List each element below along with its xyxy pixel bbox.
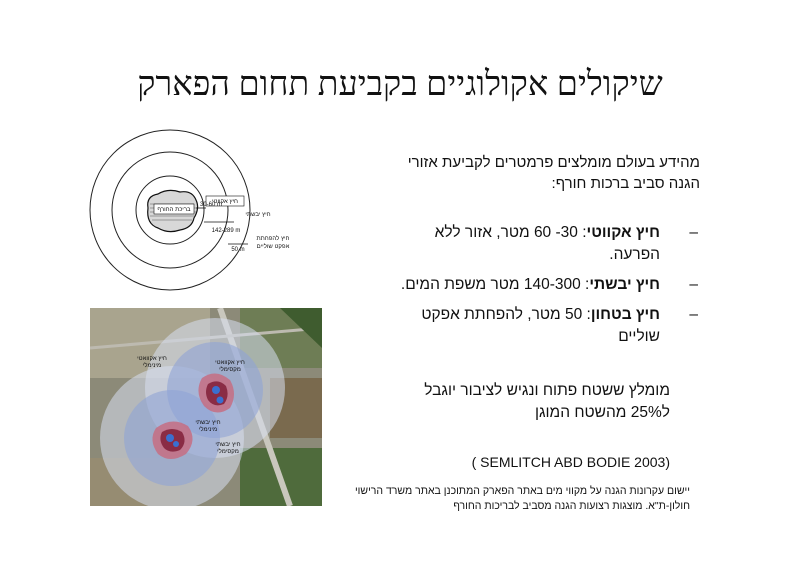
recommendation-text: מומלץ ששטח פתוח ונגיש לציבור יוגבל ל25% מהשטח המוגן: [424, 382, 670, 421]
pool-label: בריכת החורף: [157, 207, 191, 213]
aquatic-distance: 30-60 m: [200, 202, 223, 208]
terrestrial-label: חיץ יבשתי: [245, 212, 271, 218]
bullet-text: : 140-300 מטר משפת המים.: [400, 276, 590, 293]
bullet-text: : 30- 60 מטר, אזור ללא הפרעה.: [434, 224, 660, 263]
label-aquatic-max-line1: חיץ אקוואטי: [215, 360, 245, 366]
aerial-photo: [90, 308, 322, 506]
bullet-term: חיץ בטחון: [590, 306, 660, 323]
label-aquatic-max-line2: מקסימלי: [219, 367, 241, 373]
label-land-max-line1: חיץ יבשתי: [215, 442, 241, 448]
buffer-label-line1: חיץ להפחתת: [256, 236, 290, 242]
pool-1: [212, 386, 220, 394]
label-land-min-line2: מינימלי: [198, 427, 218, 433]
bullet-aquatic: [380, 222, 698, 266]
buffer-distance: 50 m: [231, 247, 245, 253]
bullet-text: : 50 מטר, להפחתת אפקט שוליים: [421, 306, 660, 345]
buffer-diagram: [88, 124, 318, 294]
buffer-label-line2: אפקט שוליים: [256, 244, 290, 250]
label-aquatic-min-line1: חיץ אקוואטי: [137, 356, 167, 362]
label-land-max-line2: מקסימלי: [217, 449, 239, 455]
bullet-safety: [380, 304, 698, 348]
terrestrial-distance: 142-289 m: [211, 228, 241, 234]
pool-3: [166, 434, 174, 442]
label-land-min-line1: חיץ יבשתי: [195, 420, 221, 426]
bullet-terrestrial: [380, 274, 698, 296]
buffer-list: [380, 222, 698, 356]
bullet-dash: –: [689, 306, 698, 323]
bullet-dash: –: [689, 276, 698, 293]
pool-2: [217, 397, 224, 404]
label-aquatic-min-line2: מינימלי: [142, 363, 162, 369]
pool-4: [173, 441, 179, 447]
bullet-dash: –: [689, 224, 698, 241]
bullet-term: חיץ אקווטי: [586, 224, 660, 241]
slide-title: שיקולים אקולוגיים בקביעת תחום הפארק: [137, 66, 663, 103]
bullet-term: חיץ יבשתי: [589, 276, 660, 293]
aquatic-label: חיץ אקווטי: [212, 199, 238, 205]
intro-text: מהידע בעולם מומלצים פרמטרים לקביעת אזורי הגנה סביב ברכות חורף:: [407, 154, 700, 192]
citation: ( SEMLITCH ABD BODIE 2003): [471, 454, 670, 470]
figure-caption: יישום עקרונות הגנה על מקווי מים באתר הפארק המתוכנן באתר משרד הרישוי חולון-ת"א. מוצגות רצועות הגנה מסביב לבריכות החורף: [354, 485, 690, 512]
